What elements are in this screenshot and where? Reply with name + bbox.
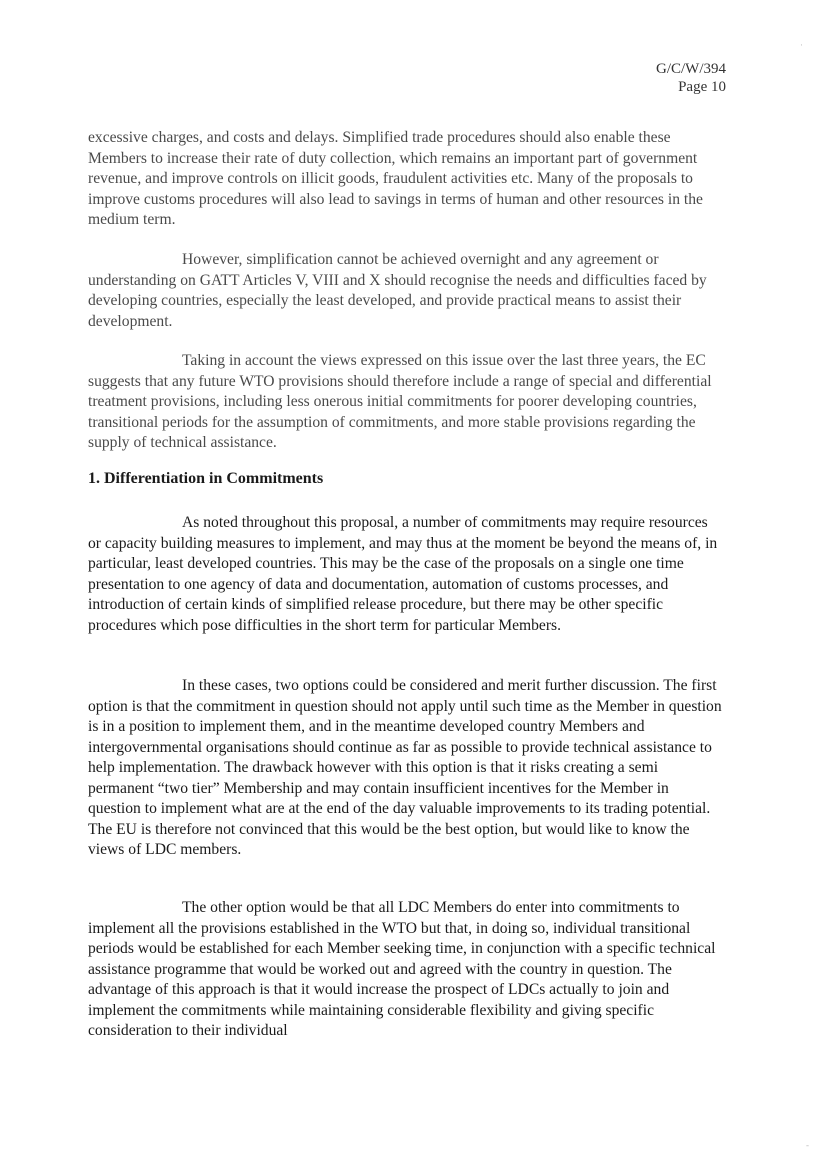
- scan-speck: ·: [800, 40, 803, 50]
- paragraph-text: However, simplification cannot be achieved overnight and any agreement or understanding on GATT Articles V, VIII and X should recognise the needs and difficulties faced by developing countries, especially the least developed, and provide practical means to assist their development.: [88, 251, 707, 330]
- paragraph-continuation: [88, 128, 724, 231]
- paragraph-simplification: [88, 250, 724, 332]
- document-symbol: G/C/W/394: [656, 61, 726, 77]
- page-number: Page 10: [678, 79, 726, 95]
- paragraph-commitments: [88, 513, 724, 636]
- paragraph-text: In these cases, two options could be considered and merit further discussion. The first option is that the commitment in question should not apply until such time as the Member in question is in a position to implement them, and in the meantime developed country Members and intergovernmental organisations should continue as far as possible to provide technical assistance to help implementation. The drawback however with this option is that it risks creating a semi permanent “two tier” Membership and may contain insufficient incentives for the Member in question to implement what are at the end of the day valuable improvements to its trading potential. The EU is therefore not convinced that this would be the best option, but would like to know the views of LDC members.: [88, 677, 722, 858]
- paragraph-text: The other option would be that all LDC Members do enter into commitments to implement all the provisions established in the WTO but that, in doing so, individual transitional periods would be established for each Member seeking time, in conjunction with a specific technical assistance programme that would be worked out and agreed with the country in question. The advantage of this approach is that it would increase the prospect of LDCs actually to join and implement the commitments while maintaining considerable flexibility and giving specific consideration to their individual: [88, 899, 716, 1039]
- paragraph-text: excessive charges, and costs and delays. Simplified trade procedures should also enable these Members to increase their rate of duty collection, which remains an important part of government revenue, and improve controls on illicit goods, fraudulent activities etc. Many of the proposals to improve customs procedures will also lead to savings in terms of human and other resources in the medium term.: [88, 129, 703, 228]
- paragraph-text: Taking in account the views expressed on this issue over the last three years, the EC suggests that any future WTO provisions should therefore include a range of special and differential treatment provisions, including less onerous initial commitments for poorer developing countries, transitional periods for the assumption of commitments, and more stable provisions regarding the supply of technical assistance.: [88, 352, 712, 451]
- scan-speck: -: [806, 1140, 809, 1150]
- paragraph-text: As noted throughout this proposal, a number of commitments may require resources or capacity building measures to implement, and may thus at the moment be beyond the means of, in particular, least developed countries. This may be the case of the proposals on a single one time presentation to one agency of data and documentation, automation of customs processes, and introduction of certain kinds of simplified release procedure, but there may be other specific procedures which pose difficulties in the short term for particular Members.: [88, 514, 718, 634]
- paragraph-first-option: [88, 676, 724, 861]
- section-heading: 1. Differentiation in Commitments: [88, 470, 324, 487]
- paragraph-ec-suggestion: [88, 351, 724, 454]
- paragraph-second-option: [88, 898, 724, 1042]
- page-header: [656, 60, 726, 96]
